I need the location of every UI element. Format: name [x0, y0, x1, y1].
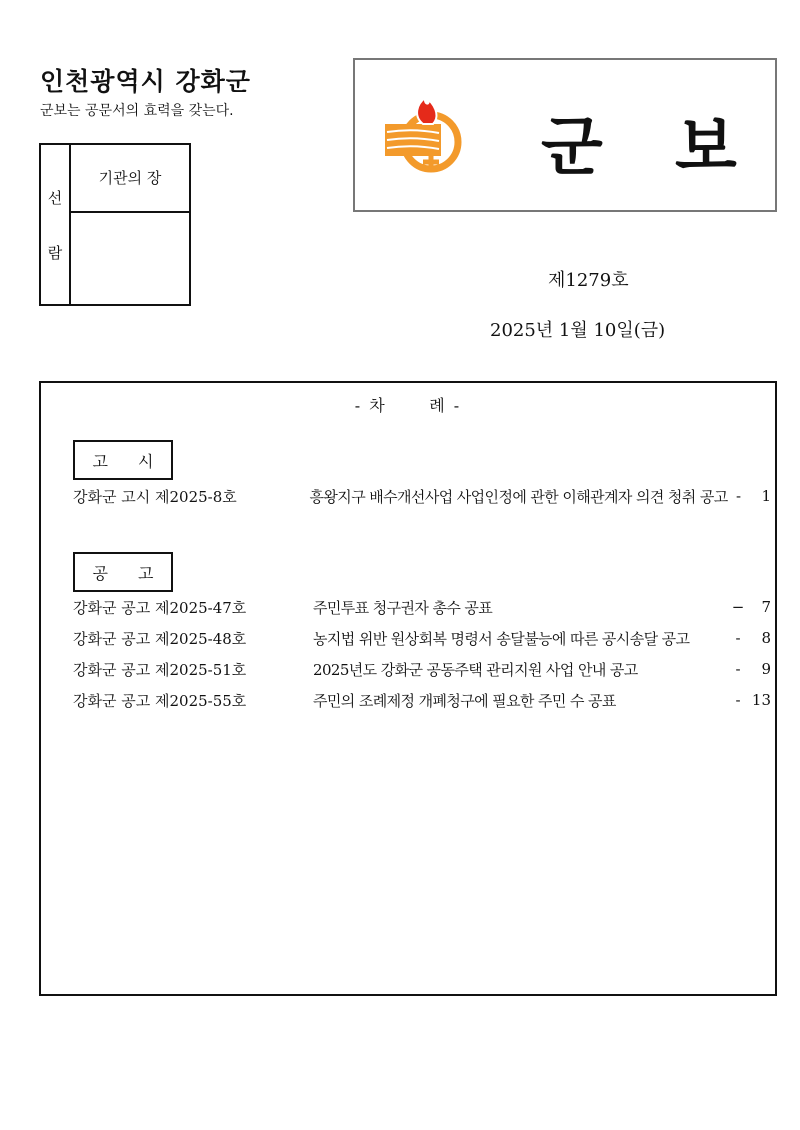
entry-title: 주민투표 청구권자 총수 공표: [313, 598, 493, 617]
review-head-label: 기관의 장: [71, 145, 189, 213]
entry-number: 강화군 공고 제2025-48호: [73, 629, 247, 648]
entry-dash: -: [735, 691, 741, 709]
entry-title: 농지법 위반 원상회복 명령서 송달불능에 따른 공시송달 공고: [313, 629, 690, 648]
entry-page: 13: [751, 691, 771, 709]
toc-entry[interactable]: [73, 688, 771, 712]
section-label-char: 고: [92, 451, 108, 471]
section-label-char: 고: [138, 563, 154, 583]
review-side-char: 선: [47, 188, 63, 207]
entry-number: 강화군 고시 제2025-8호: [73, 487, 237, 506]
toc-title: - 차 례 -: [354, 396, 462, 415]
review-side-char: 람: [47, 243, 63, 262]
entry-title: 주민의 조례제정 개폐청구에 필요한 주민 수 공표: [313, 691, 616, 710]
issue-date: 2025년 1월 10일(금): [490, 320, 666, 341]
entry-page: 7: [761, 598, 771, 616]
section-label-char: 공: [92, 563, 108, 583]
toc-entry[interactable]: [73, 626, 771, 650]
toc-entry[interactable]: [73, 595, 771, 619]
organization-name: 인천광역시 강화군: [40, 67, 251, 96]
toc-entry[interactable]: [73, 484, 771, 508]
masthead-title-char: 군: [541, 111, 603, 185]
section-label-notice: [73, 440, 173, 480]
review-box: [39, 143, 191, 306]
section-label-char: 시: [138, 451, 154, 471]
entry-title: 2025년도 강화군 공동주택 관리지원 사업 안내 공고: [313, 660, 638, 679]
entry-dash: -: [735, 629, 741, 647]
entry-page: 8: [761, 629, 771, 647]
table-of-contents: [39, 381, 777, 996]
section-label-announcement: [73, 552, 173, 592]
entry-title: 흥왕지구 배수개선사업 사업인정에 관한 이해관계자 의견 청취 공고: [309, 487, 728, 506]
toc-entry[interactable]: [73, 657, 771, 681]
entry-page: 9: [761, 660, 771, 678]
entry-dash: -: [735, 487, 742, 505]
entry-number: 강화군 공고 제2025-47호: [73, 598, 247, 617]
review-side-label: [41, 145, 71, 304]
masthead-title-char: 보: [675, 111, 737, 185]
gangwha-county-emblem-icon: [383, 90, 467, 174]
entry-page: 1: [761, 487, 772, 505]
entry-dash: -: [735, 660, 741, 678]
masthead: [353, 58, 777, 212]
gazette-subtitle: 군보는 공문서의 효력을 갖는다.: [40, 103, 234, 119]
entry-number: 강화군 공고 제2025-51호: [73, 660, 247, 679]
issue-number: 제1279호: [548, 270, 629, 291]
entry-number: 강화군 공고 제2025-55호: [73, 691, 247, 710]
entry-dash: −: [731, 598, 745, 616]
